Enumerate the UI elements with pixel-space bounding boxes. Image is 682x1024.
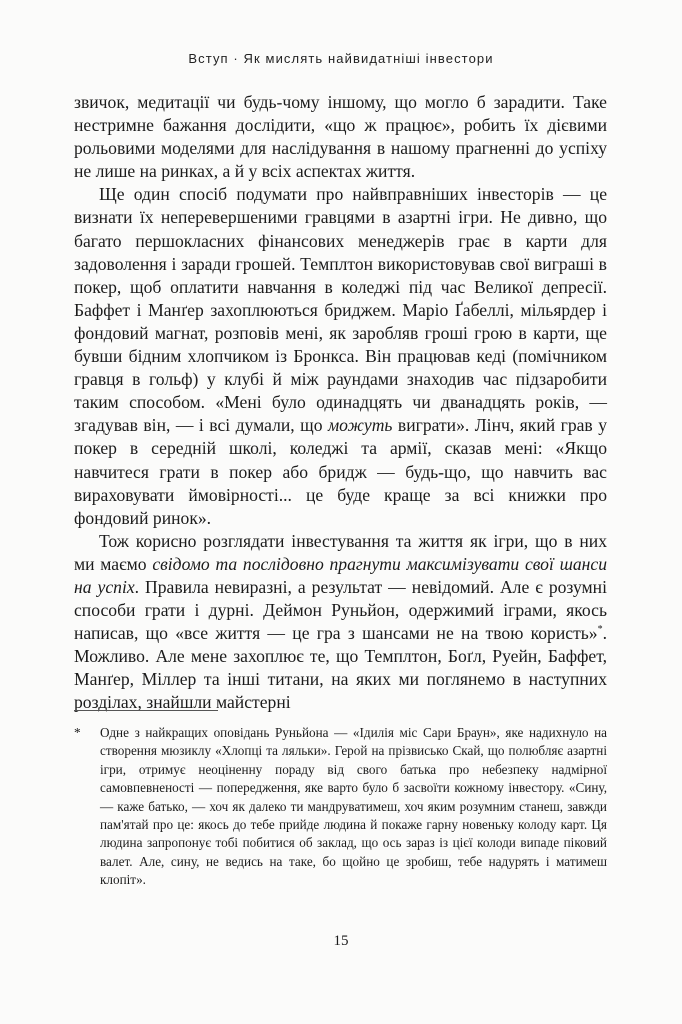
paragraph-3-part-b: . Правила невиразні, а результат — невідомий. Але є розумні способи грати і дурні. Деймон Руньйон, одержимий іграми, якось написав, що «все життя — це гра з шансами не на твою користь» <box>74 576 607 644</box>
footnote-divider <box>74 710 218 711</box>
paragraph-3-part-c: . Можливо. Але мене захоплює те, що Темплтон, Боґл, Руейн, Баффет, Манґер, Міллер та інші титани, на яких ми поглянемо в наступних розділах, знайшли майстерні <box>74 623 607 713</box>
paragraph-3-emphasis: свідомо та послідовно прагнути максимізувати свої шанси на успіх <box>74 553 607 597</box>
footnote-mark: * <box>74 725 81 740</box>
paragraph-2-part-a: Ще один спосіб подумати про найвправніших інвесторів — це визнати їх неперевершеними гравцями в азартні ігри. Не дивно, що багато першокласних фінансових менеджерів грає в карти для задоволення і заради грошей. Темплтон використовував свої виграші в покер, щоб оплатити навчання в коледжі під час Великої депресії. Баффет і Манґер захоплюються бриджем. Маріо Ґабеллі, мільярдер і фондовий магнат, розповів мені, як заробляв гроші грою в карти, ще бувши бідним хлопчиком із Бронкса. Він працював кеді (помічником гравця в гольф) у клубі й між раундами знаходив час підзаробити таким способом. «Мені було одинадцять чи дванадцять років, — згадував він, — і всі думали, що <box>74 184 607 436</box>
main-text <box>74 91 607 715</box>
paragraph-2-emphasis: можуть <box>327 415 393 436</box>
page-number: 15 <box>333 933 349 949</box>
paragraph-1: звичок, медитації чи будь-чому іншому, що могло б зарадити. Таке нестримне бажання дослідити, «що ж працює», робить їх дієвими рольовими моделями для наслідування в нашому прагненні до успіху не лише на ринках, а й у всіх аспектах життя. <box>74 92 607 182</box>
footnote <box>74 724 607 890</box>
running-header: Вступ · Як мислять найвидатніші інвестори <box>188 51 494 66</box>
footnote-text: Одне з найкращих оповідань Руньйона — «Ідилія міс Сари Браун», яке надихнуло на створення мюзиклу «Хлопці та ляльки». Герой на прізвисько Скай, що полюбляє азартні ігри, отримує неоціненну пораду від свого батька про небезпеку надмірної самовпевненості — попередження, яке варто було б засвоїти кожному інвестору. «Сину, — каже батько, — хоч як далеко ти мандруватимеш, хоч яким розумним станеш, завжди пам'ятай про це: якось до тебе прийде людина й покаже гарну новеньку колоду карт. Ця людина запропонує тобі побитися об заклад, що ось зараз із цієї колоди випаде піковий валет. Але, сину, не ведись на таке, бо щойно це зробиш, тебе надурять і матимеш клопіт». <box>100 725 607 888</box>
paragraph-2-part-b: виграти». Лінч, який грав у покер в середній школі, коледжі та армії, сказав мені: «Якщо навчитеся грати в покер або бридж — будь-що, що навчить вас вираховувати ймовірності... це буде краще за всі книжки про фондовий ринок». <box>74 415 607 528</box>
paragraph-3-part-a: Тож корисно розглядати інвестування та життя як ігри, що в них ми маємо <box>74 530 607 574</box>
footnote-reference[interactable]: * <box>597 624 603 636</box>
paragraph-2 <box>74 183 607 529</box>
paragraph-3 <box>74 530 607 715</box>
